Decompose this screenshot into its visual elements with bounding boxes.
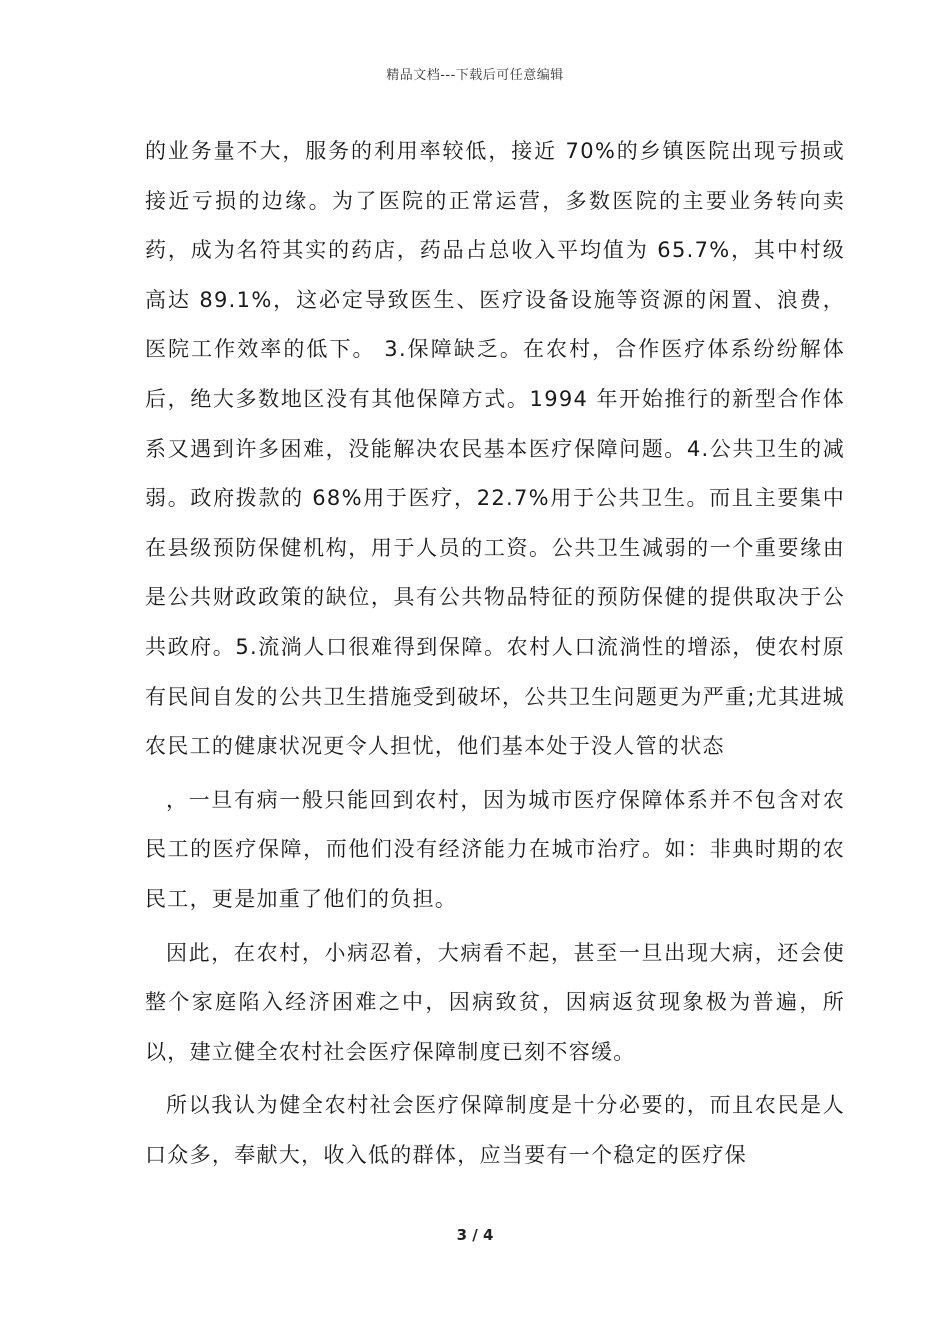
paragraph-2: ，一旦有病一般只能回到农村，因为城市医疗保障体系并不包含对农民工的医疗保障，而他们没有经济能力在城市治疗。如：非典时期的农民工，更是加重了他们的负担。 <box>145 787 845 911</box>
document-body <box>145 127 845 1180</box>
page-number: 3 / 4 <box>456 1226 494 1244</box>
paragraph-1: 的业务量不大，服务的利用率较低，接近 70%的乡镇医院出现亏损或接近亏损的边缘。为了医院的正常运营，多数医院的主要业务转向卖药，成为名符其实的药店，药品占总收入平均值为 65.7%，其中村级高达 89.1%，这必定导致医生、医疗设备设施等资源的闲置、浪费，医院工作效率的低下。 3.保障缺乏。在农村，合作医疗体系纷纷解体后，绝大多数地区没有其他保障方式。1994 年开始推行的新型合作体系又遇到许多困难，没能解决农民基本医疗保障问题。4.公共卫生的减弱。政府拨款的 68%用于医疗，22.7%用于公共卫生。而且主要集中在县级预防保健机构，用于人员的工资。公共卫生减弱的一个重要缘由是公共财政政策的缺位，具有公共物品特征的预防保健的提供取决于公共政府。5.流淌人口很难得到保障。农村人口流淌性的增添，使农村原有民间自发的公共卫生措施受到破坏，公共卫生问题更为严重;尤其进城农民工的健康状况更令人担忧，他们基本处于没人管的状态 <box>145 139 845 759</box>
paragraph-4: 所以我认为健全农村社会医疗保障制度是十分必要的，而且农民是人口众多，奉献大，收入低的群体，应当要有一个稳定的医疗保 <box>145 1093 845 1167</box>
page-header: 精品文档---下载后可任意编辑 <box>386 68 564 83</box>
paragraph-3: 因此，在农村，小病忍着，大病看不起，甚至一旦出现大病，还会使整个家庭陷入经济困难之中，因病致贫，因病返贫现象极为普遍，所以，建立健全农村社会医疗保障制度已刻不容缓。 <box>145 940 845 1064</box>
